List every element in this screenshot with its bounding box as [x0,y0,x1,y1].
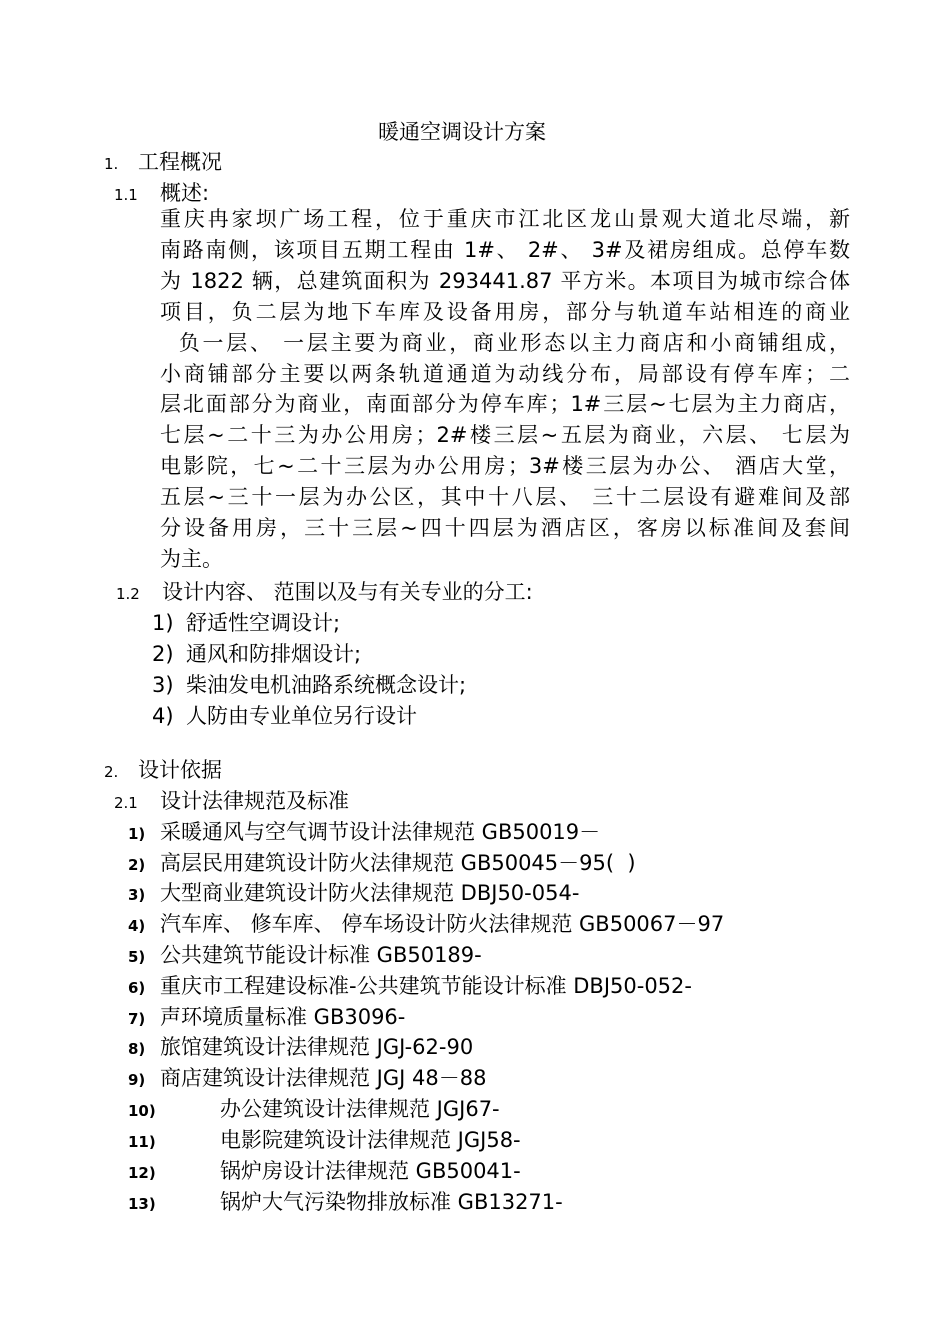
paragraph-line: 南路南侧，该项目五期工程由 1#、 2#、 3#及裙房组成。总停车数 [160,237,850,262]
reference-text: 重庆市工程建设标准-公共建筑节能设计标准 DBJ50-052- [160,974,692,998]
reference-number: 10) [128,1102,156,1120]
section-number: 1. [104,155,119,173]
list-item [152,607,340,637]
reference-text: 公共建筑节能设计标准 GB50189- [160,943,482,967]
reference-number: 7) [128,1010,146,1028]
subsection-title: 概述: [160,181,210,205]
list-item-text: 通风和防排烟设计; [186,642,362,666]
reference-number: 9) [128,1071,146,1089]
list-item-number: 3) [152,673,174,697]
reference-item [128,847,636,877]
section-title: 设计依据 [138,758,222,782]
list-item-number: 2) [152,642,174,666]
reference-item [128,1155,521,1185]
section-title: 工程概况 [138,150,222,174]
reference-item [128,1124,521,1154]
document-title: 暖通空调设计方案 [378,120,546,144]
section-number: 2. [104,763,119,781]
list-item [152,700,417,730]
subsection-number: 2.1 [114,794,138,812]
paragraph-line: 小商铺部分主要以两条轨道通道为动线分布，局部设有停车库；二 [160,361,850,386]
reference-text: 电影院建筑设计法律规范 JGJ58- [220,1128,521,1152]
reference-number: 13) [128,1195,156,1213]
reference-text: 高层民用建筑设计防火法律规范 GB50045－95( ) [160,851,636,875]
list-item-number: 1) [152,611,174,635]
reference-number: 5) [128,948,146,966]
subsection-title: 设计内容、 范围以及与有关专业的分工: [162,580,533,604]
reference-number: 4) [128,917,146,935]
reference-item [128,1062,486,1092]
section-2-heading [104,754,222,784]
paragraph-line: 电影院，七~二十三层为办公用房；3#楼三层为办公、 酒店大堂， [160,454,850,479]
reference-item [128,816,600,846]
subsection-number: 1.2 [116,585,140,603]
reference-number: 1) [128,825,146,843]
overview-paragraph [160,204,850,575]
reference-item [128,1031,473,1061]
reference-number: 2) [128,856,146,874]
reference-text: 声环境质量标准 GB3096- [160,1005,406,1029]
reference-item [128,1001,405,1031]
reference-text: 锅炉房设计法律规范 GB50041- [220,1159,521,1183]
reference-text: 旅馆建筑设计法律规范 JGJ-62-90 [160,1035,474,1059]
list-item [152,669,466,699]
paragraph-line: 重庆冉家坝广场工程，位于重庆市江北区龙山景观大道北尽端，新 [160,207,850,231]
reference-number: 12) [128,1164,156,1182]
section-1-heading [104,146,222,176]
subsection-1-2-heading [116,576,533,606]
list-item-number: 4) [152,704,174,728]
list-item-text: 柴油发电机油路系统概念设计; [186,673,467,697]
list-item-text: 人防由专业单位另行设计 [186,704,417,728]
paragraph-line: 负一层、 一层主要为商业，商业形态以主力商店和小商铺组成， [160,330,850,355]
paragraph-line: 为主。 [160,546,223,571]
paragraph-line: 七层~二十三为办公用房；2#楼三层~五层为商业，六层、 七层为 [160,423,850,448]
reference-number: 3) [128,886,146,904]
paragraph-line: 为 1822 辆，总建筑面积为 293441.87 平方米。本项目为城市综合体 [160,268,850,293]
paragraph-line: 项目，负二层为地下车库及设备用房，部分与轨道车站相连的商业 [160,299,850,324]
reference-text: 采暖通风与空气调节设计法律规范 GB50019－ [160,820,601,844]
reference-text: 汽车库、 修车库、 停车场设计防火法律规范 GB50067－97 [160,912,725,936]
reference-number: 11) [128,1133,156,1151]
subsection-2-1-heading [114,785,349,815]
subsection-title: 设计法律规范及标准 [160,789,349,813]
paragraph-line: 层北面部分为商业，南面部分为停车库；1#三层~七层为主力商店， [160,392,850,417]
reference-text: 锅炉大气污染物排放标准 GB13271- [220,1190,563,1214]
reference-item [128,1093,500,1123]
reference-item [128,970,692,1000]
paragraph-line: 分设备用房，三十三层~四十四层为酒店区，客房以标准间及套间 [160,516,850,541]
reference-number: 6) [128,979,146,997]
reference-number: 8) [128,1040,146,1058]
reference-item [128,877,579,907]
list-item-text: 舒适性空调设计; [186,611,341,635]
list-item [152,638,361,668]
reference-text: 大型商业建筑设计防火法律规范 DBJ50-054- [160,881,580,905]
subsection-1-1-heading [114,177,209,207]
reference-text: 办公建筑设计法律规范 JGJ67- [220,1097,500,1121]
reference-item [128,1186,563,1216]
reference-text: 商店建筑设计法律规范 JGJ 48－88 [160,1066,487,1090]
subsection-number: 1.1 [114,186,138,204]
paragraph-line: 五层~三十一层为办公区，其中十八层、 三十二层设有避难间及部 [160,485,850,510]
reference-item [128,908,724,938]
reference-item [128,939,482,969]
